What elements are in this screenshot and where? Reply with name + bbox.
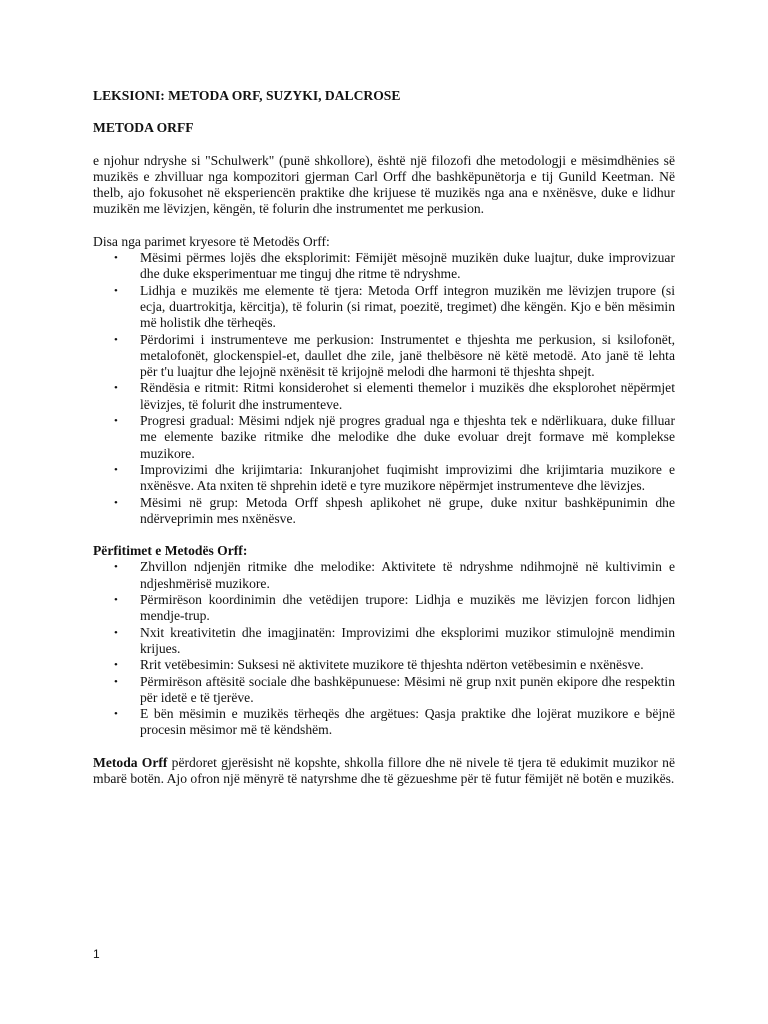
principle-item [93, 380, 675, 413]
benefit-item [93, 674, 675, 707]
principle-item [93, 495, 675, 528]
closing-text: përdoret gjerësisht në kopshte, shkolla fillore dhe në nivele të tjera të edukimit muzikor në mbarë botën. Ajo ofron një mënyrë të natyrshme dhe të gëzueshme për të futur fëmijët në botën e muzikës. [93, 754, 676, 786]
intro-paragraph: e njohur ndryshe si "Schulwerk" (punë shkollore), është një filozofi dhe metodologji e mësimdhënies së muzikës e zhvilluar nga kompozitori gjerman Carl Orff dhe bashkëpunëtorja e tij Gunild Keetman. Në thelb, ajo fokusohet në eksperiencën praktike dhe krijuese të muzikës nga ana e nxënësve, duke e lidhur muzikën me lëvizjen, këngën, të folurin dhe instrumentet me perkusion. [93, 152, 675, 217]
bullet-icon: • [114, 708, 118, 721]
principle-item-text: Përdorimi i instrumenteve me perkusion: Instrumentet e thjeshta me perkusion, si ksilofonët, metalofonët, glockenspiel-et, daullet dhe zile, janë thelbësore në këtë metodë. Ato janë të lehta për t'u luajtur dhe lejojnë nxënësit të krijojnë melodi dhe harmoni të thjeshta shpejt. [140, 331, 675, 380]
spacer [93, 739, 675, 755]
benefit-item-text: Zhvillon ndjenjën ritmike dhe melodike: Aktivitete të ndryshme ndihmojnë në kultivimin e ndjeshmërisë muzikore. [140, 559, 675, 591]
benefit-item [93, 559, 675, 592]
document-body [93, 88, 675, 787]
bullet-icon: • [114, 675, 118, 688]
bullet-icon: • [114, 659, 118, 672]
bullet-icon: • [114, 561, 118, 574]
benefit-item-text: Nxit kreativitetin dhe imagjinatën: Improvizimi dhe eksplorimi muzikor stimulojnë mendimin krijues. [140, 624, 675, 656]
principles-list [93, 250, 675, 527]
benefit-item [93, 625, 675, 658]
benefit-item-text: E bën mësimin e muzikës tërheqës dhe argëtues: Qasja praktike dhe lojërat muzikore e bëjnë procesin mësimor më të këndshëm. [140, 706, 675, 738]
benefit-item-text: Rrit vetëbesimin: Suksesi në aktivitete muzikore të thjeshta ndërton vetëbesimin e nxënësve. [140, 657, 644, 673]
spacer [93, 527, 675, 543]
bullet-icon: • [114, 415, 118, 428]
page-number: 1 [93, 947, 100, 961]
bullet-icon: • [114, 463, 118, 476]
principle-item-text: Progresi gradual: Mësimi ndjek një progres gradual nga e thjeshta tek e ndërlikuara, duke filluar me elemente bazike ritmike dhe melodike dhe duke evoluar drejt formave më komplekse muzikore. [140, 413, 675, 461]
bullet-icon: • [114, 594, 118, 607]
benefit-item-text: Përmirëson aftësitë sociale dhe bashkëpunuese: Mësimi në grup nxit punën ekipore dhe respektin për idetë e të tjerëve. [140, 673, 675, 705]
closing-bold-term: Metoda Orff [93, 754, 168, 770]
bullet-icon: • [114, 284, 118, 297]
benefit-item-text: Përmirëson koordinimin dhe vetëdijen trupore: Lidhja e muzikës me lëvizjen forcon lidhjen mendje-trup. [140, 592, 675, 624]
principle-item [93, 332, 675, 381]
principle-item-text: Rëndësia e ritmit: Ritmi konsiderohet si elementi themelor i muzikës dhe eksplorohet nëpërmjet lëvizjes, të folurit dhe instrumenteve. [140, 380, 675, 412]
lesson-title: LEKSIONI: METODA ORF, SUZYKI, DALCROSE [93, 88, 401, 103]
bullet-icon: • [114, 496, 118, 509]
bullet-icon: • [114, 333, 118, 346]
principle-item-text: Mësimi përmes lojës dhe eksplorimit: Fëmijët mësojnë muzikën duke luajtur, duke improvizuar dhe duke eksperimentuar me tinguj dhe ritme të ndryshme. [140, 250, 675, 282]
benefits-heading: Përfitimet e Metodës Orff: [93, 543, 248, 559]
bullet-icon: • [114, 382, 118, 395]
principle-item [93, 413, 675, 462]
benefit-item [93, 657, 675, 673]
principle-item-text: Mësimi në grup: Metoda Orff shpesh aplikohet në grupe, duke nxitur bashkëpunimin dhe ndërveprimin mes nxënësve. [140, 494, 675, 526]
principle-item [93, 250, 675, 283]
benefit-item [93, 592, 675, 625]
principle-item-text: Lidhja e muzikës me elemente të tjera: Metoda Orff integron muzikën me lëvizjen trupore (si ecja, duartrokitja, kërcitja), të folurin (si rimat, poezitë, tregimet) dhe këngën. Kjo e bën mësimin më holistik dhe tërheqës. [140, 282, 675, 331]
section-heading-orff: METODA ORFF [93, 120, 194, 136]
benefit-item [93, 706, 675, 739]
closing-paragraph [93, 755, 675, 788]
principle-item-text: Improvizimi dhe krijimtaria: Inkuranjohet fuqimisht improvizimi dhe krijimtaria muzikore e nxënësve. Ata nxiten të shprehin idetë e tyre muzikore nëpërmjet instrumenteve dhe lëvizjes. [140, 461, 675, 494]
principles-intro: Disa nga parimet kryesore të Metodës Orff: [93, 233, 330, 249]
benefits-list [93, 559, 675, 738]
principle-item [93, 283, 675, 332]
bullet-icon: • [114, 626, 118, 639]
principle-item [93, 462, 675, 495]
bullet-icon: • [114, 252, 118, 265]
